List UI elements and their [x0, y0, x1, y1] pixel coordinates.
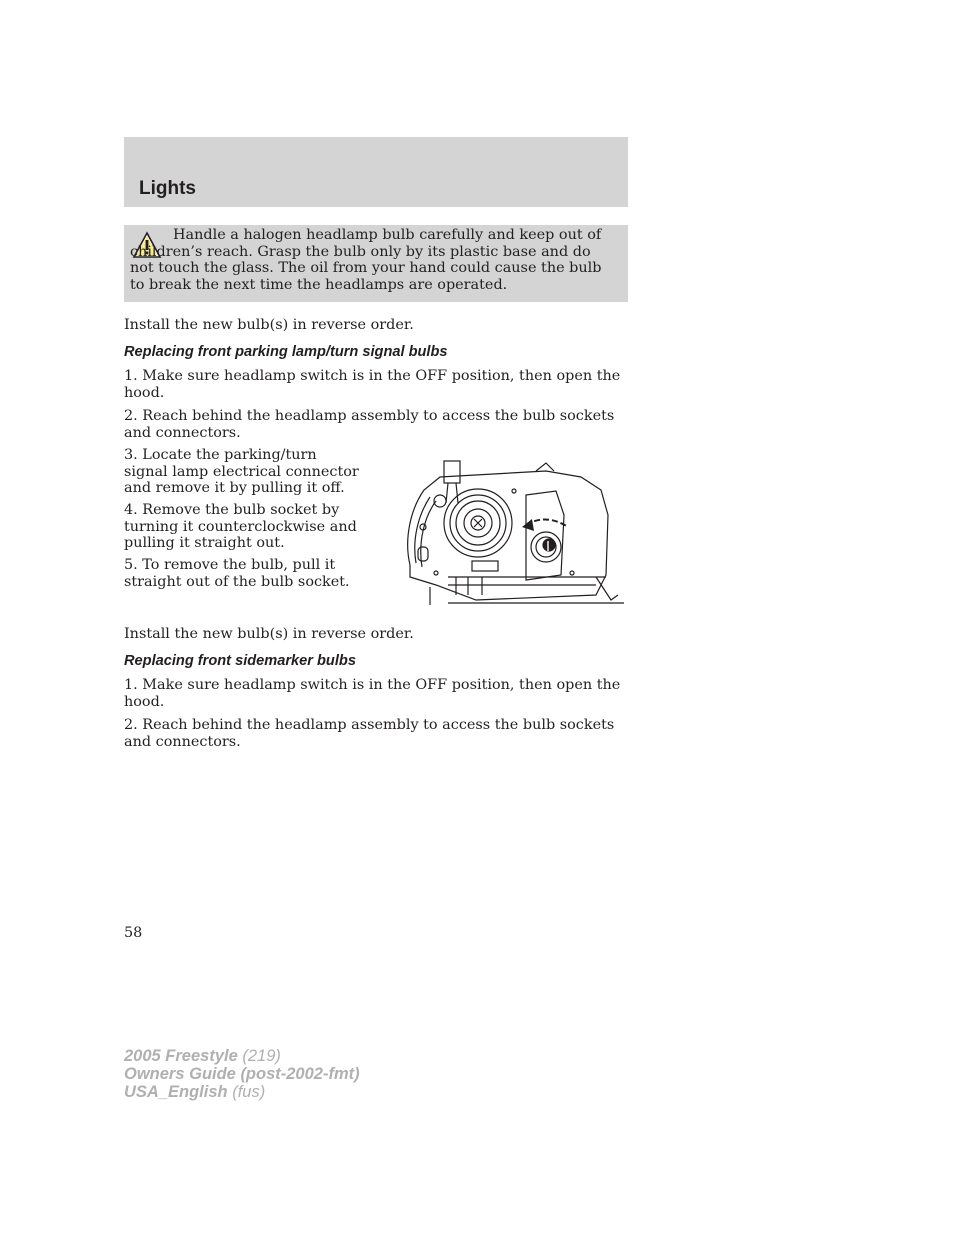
list-item: 3. Locate the parking/turn signal lamp electrical connector and remove it by pulling it off.	[124, 447, 359, 496]
list-item: 4. Remove the bulb socket by turning it counterclockwise and pulling it straight out.	[124, 502, 357, 551]
list-item: 2. Reach behind the headlamp assembly to access the bulb sockets and connectors.	[124, 717, 615, 750]
footer-line-2: Owners Guide (post-2002-fmt)	[124, 1065, 360, 1083]
page-number: 58	[124, 925, 143, 941]
headlamp-assembly-illustration	[396, 455, 624, 607]
warning-box	[124, 225, 628, 302]
subheading-parking-lamp: Replacing front parking lamp/turn signal bulbs	[124, 344, 448, 360]
section-title: Lights	[139, 178, 196, 199]
warning-text: Handle a halogen headlamp bulb carefully and keep out of children’s reach. Grasp the bulb only by its plastic base and do not touch the glass. The oil from your hand could cause the bulb to break the next time the headlamps are operated.	[130, 227, 602, 293]
subheading-sidemarker: Replacing front sidemarker bulbs	[124, 653, 356, 669]
install-note: Install the new bulb(s) in reverse order.	[124, 626, 414, 642]
list-item: 5. To remove the bulb, pull it straight out of the bulb socket.	[124, 557, 350, 590]
list-item: 1. Make sure headlamp switch is in the OFF position, then open the hood.	[124, 677, 621, 710]
section-header	[124, 137, 628, 207]
footer-line-1: 2005 Freestyle (219)	[124, 1047, 281, 1065]
install-note: Install the new bulb(s) in reverse order.	[124, 317, 414, 333]
footer-line-3: USA_English (fus)	[124, 1083, 266, 1101]
document-footer	[124, 1047, 360, 1101]
list-item: 2. Reach behind the headlamp assembly to access the bulb sockets and connectors.	[124, 408, 615, 441]
list-item: 1. Make sure headlamp switch is in the OFF position, then open the hood.	[124, 368, 621, 401]
